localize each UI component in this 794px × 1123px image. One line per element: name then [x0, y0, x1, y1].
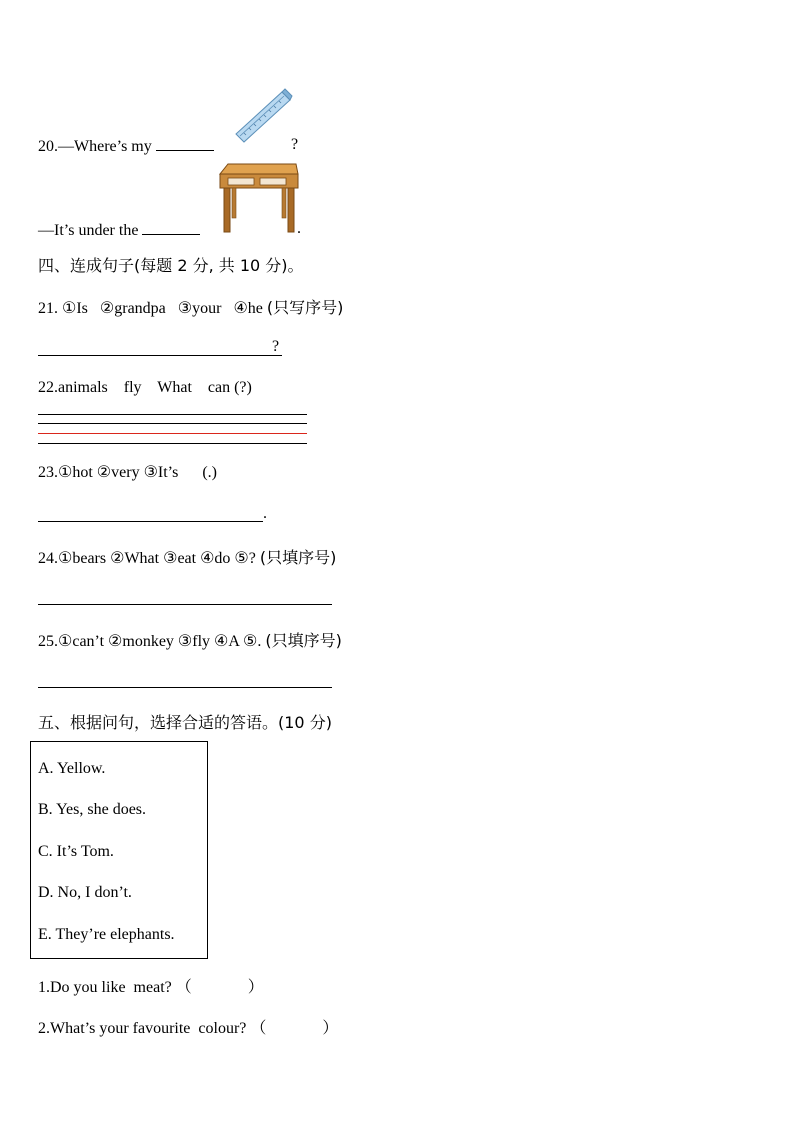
- q24-note: (只填序号): [259, 548, 337, 567]
- q20-line1-prefix: 20.—Where’s my: [38, 138, 152, 155]
- q23-answer-line[interactable]: [38, 521, 263, 522]
- q20-line2: [38, 220, 200, 240]
- q21-note: (只写序号): [266, 298, 344, 317]
- option-e: E. They’re elephants.: [38, 926, 175, 943]
- q20-line2-suffix: .: [297, 220, 301, 237]
- question-2: [38, 1015, 338, 1038]
- q23-text: 23.①hot ②very ③It’s (.): [38, 464, 218, 481]
- question-1: [38, 974, 264, 997]
- q21-text: 21. ①Is ②grandpa ③your ④he: [38, 300, 263, 317]
- q23-end: .: [263, 505, 267, 522]
- q22-line-2: [38, 423, 307, 424]
- option-b: B. Yes, she does.: [38, 801, 147, 818]
- q25-text: 25.①can’t ②monkey ③fly ④A ⑤.: [38, 633, 262, 650]
- q22-line-1: [38, 414, 307, 415]
- question-2-answer-paren[interactable]: （ ）: [250, 1018, 339, 1037]
- q20-line1-suffix: ?: [291, 136, 299, 153]
- q21-answer-line[interactable]: [38, 355, 282, 356]
- option-a: A. Yellow.: [38, 760, 106, 777]
- q24-text: 24.①bears ②What ③eat ④do ⑤?: [38, 550, 256, 567]
- q25-prompt: [38, 628, 342, 651]
- q20-line2-prefix: —It’s under the: [38, 222, 139, 239]
- q25-answer-line[interactable]: [38, 687, 332, 688]
- section4-title: 四、连成句子(每题 2 分, 共 10 分)。: [38, 256, 304, 275]
- ruler-icon: [232, 88, 294, 148]
- q20-blank-1[interactable]: [156, 136, 214, 151]
- q24-answer-line[interactable]: [38, 604, 332, 605]
- q22-line-3-red: [38, 433, 307, 434]
- q21-prompt: [38, 295, 343, 318]
- q24-prompt: [38, 545, 336, 568]
- desk-icon: [218, 160, 300, 234]
- question-1-answer-paren[interactable]: （ ）: [175, 977, 264, 996]
- q22-text: 22.animals fly What can (?): [38, 379, 252, 396]
- option-c: C. It’s Tom.: [38, 843, 114, 860]
- section5-title: 五、根据问句，选择合适的答语。(10 分): [38, 713, 332, 732]
- q25-note: (只填序号): [265, 631, 342, 650]
- q22-line-4: [38, 443, 307, 444]
- option-d: D. No, I don’t.: [38, 884, 132, 901]
- question-1-text: 1.Do you like meat?: [38, 979, 172, 996]
- q20-line1: [38, 136, 214, 156]
- q20-blank-2[interactable]: [142, 220, 200, 235]
- q21-end: ?: [272, 338, 280, 355]
- question-2-text: 2.What’s your favourite colour?: [38, 1020, 247, 1037]
